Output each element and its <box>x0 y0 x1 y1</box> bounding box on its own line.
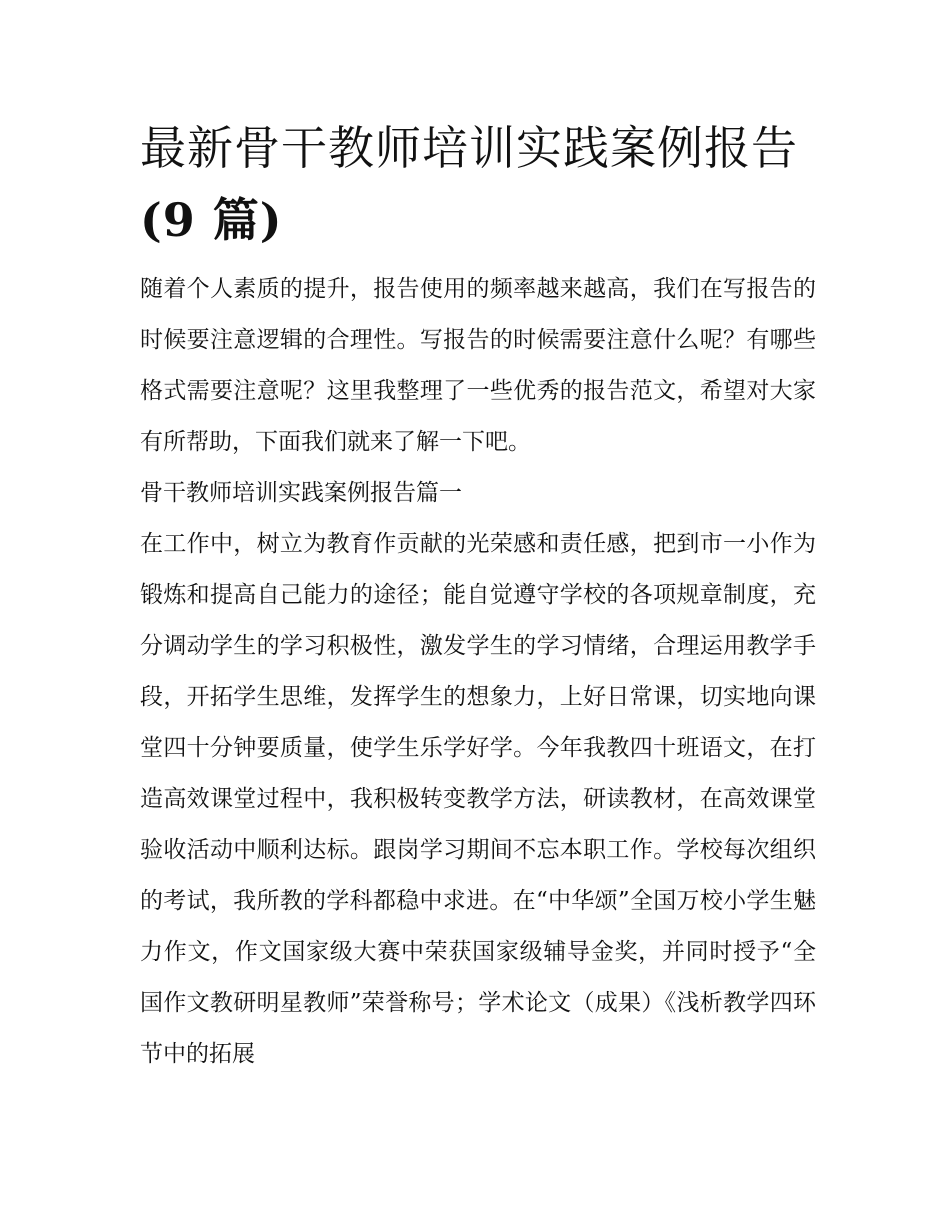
section-body-paragraph: 在工作中，树立为教育作贡献的光荣感和责任感，把到市一小作为锻炼和提高自己能力的途径；能自觉遵守学校的各项规章制度，充分调动学生的学习积极性，激发学生的学习情绪，合理运用教学手段，开拓学生思维，发挥学生的想象力，上好日常课，切实地向课堂四十分钟要质量，使学生乐学好学。今年我教四十班语文，在打造高效课堂过程中，我积极转变教学方法，研读教材，在高效课堂验收活动中顺利达标。跟岗学习期间不忘本职工作。学校每次组织的考试，我所教的学科都稳中求进。在“中华颂”全国万校小学生魅力作文，作文国家级大赛中荣获国家级辅导金奖，并同时授予“全国作文教研明星教师”荣誉称号；学术论文（成果）《浅析教学四环节中的拓展 <box>140 531 816 1067</box>
document-title-suffix: (9 篇) <box>140 193 283 247</box>
intro-paragraph: 随着个人素质的提升，报告使用的频率越来越高，我们在写报告的时候要注意逻辑的合理性。写报告的时候需要注意什么呢？有哪些格式需要注意呢？这里我整理了一些优秀的报告范文，希望对大家有所帮助，下面我们就来了解一下吧。 <box>140 276 816 455</box>
document-title-main: 最新骨干教师培训实践案例报告 <box>140 121 798 175</box>
document-page <box>140 112 816 1080</box>
document-title <box>140 112 816 256</box>
section-heading: 骨干教师培训实践案例报告篇一 <box>140 480 462 506</box>
